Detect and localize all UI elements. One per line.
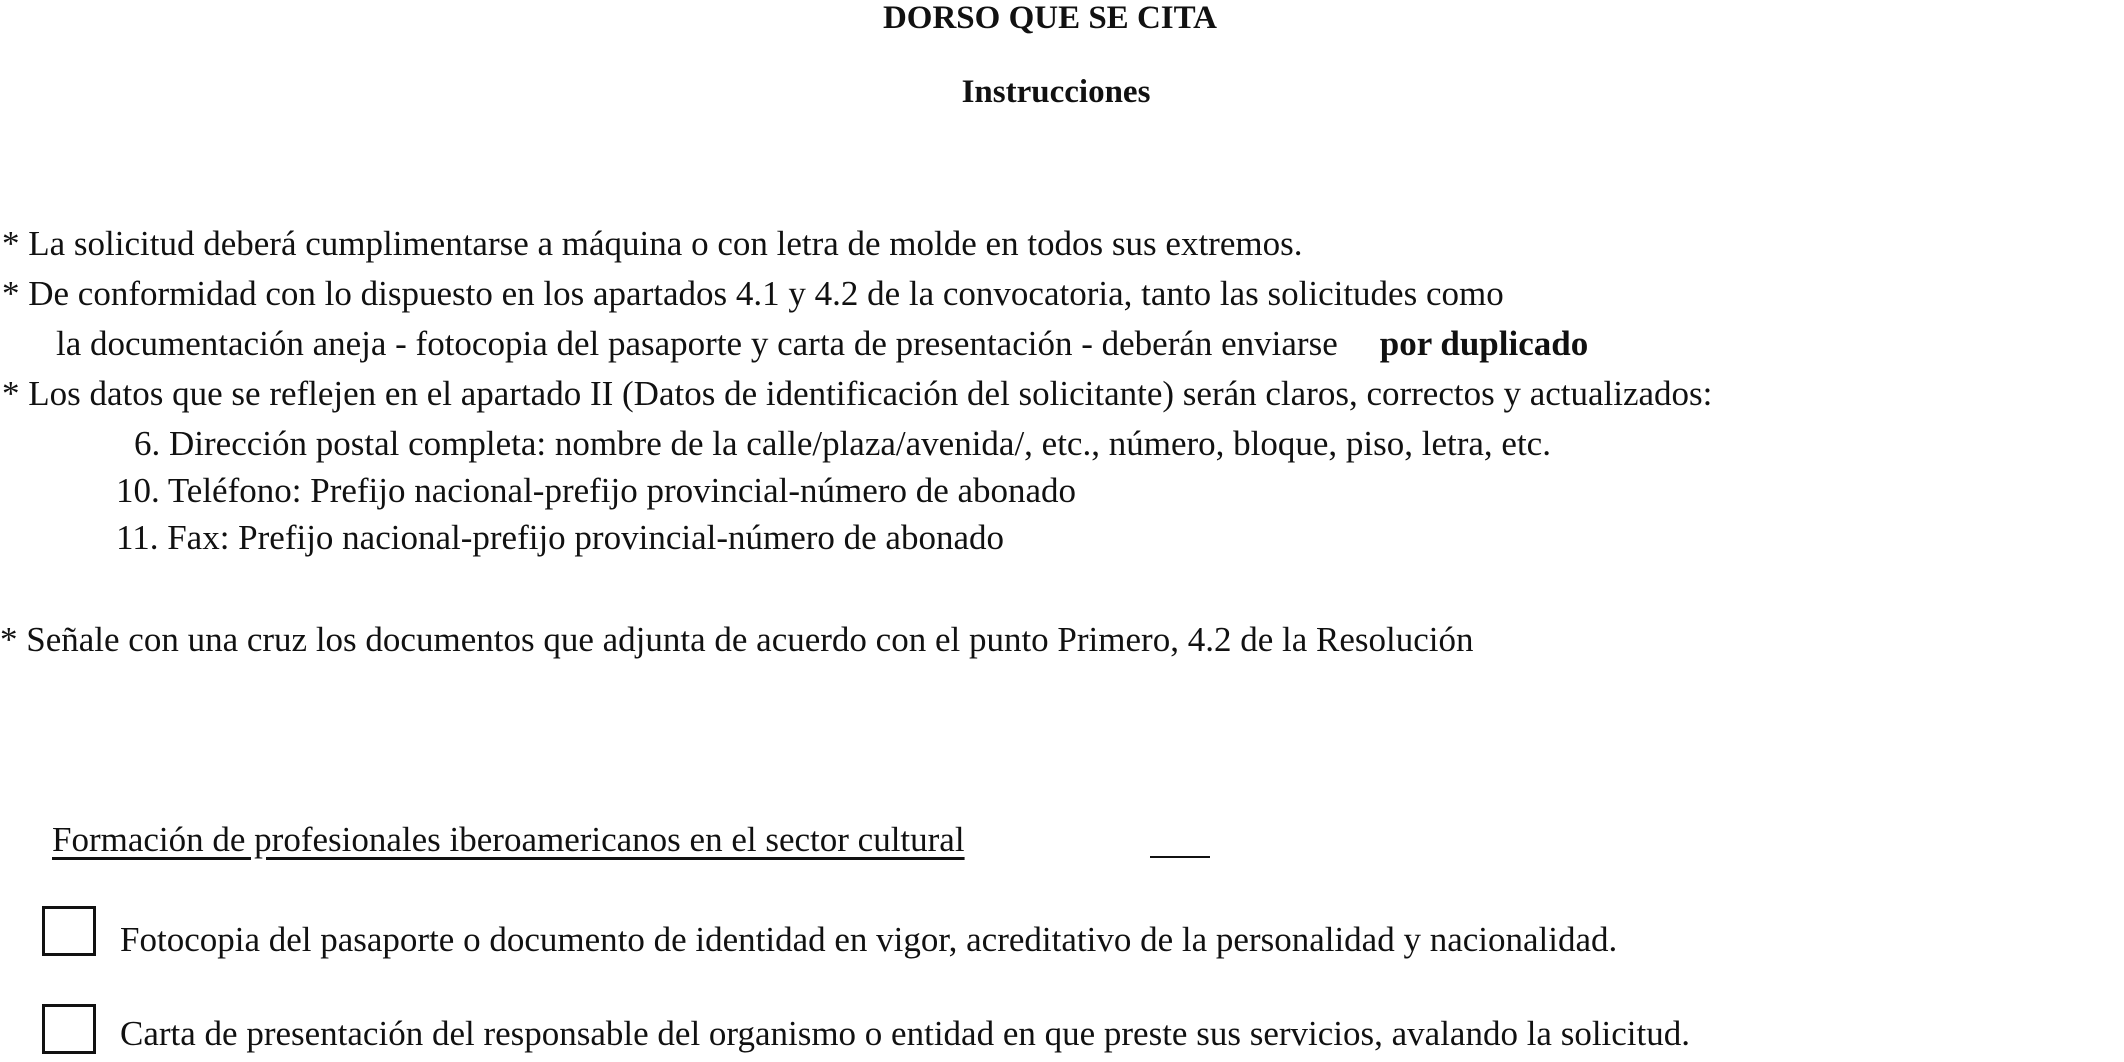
- sub-item-fax: 11. Fax: Prefijo nacional-prefijo provincial-número de abonado: [116, 518, 1005, 557]
- sub-item-phone: 10. Teléfono: Prefijo nacional-prefijo provincial-número de abonado: [116, 471, 1077, 510]
- checkbox-passport-copy[interactable]: [42, 906, 96, 956]
- checkbox-label-presentation-letter: Carta de presentación del responsable del organismo o entidad en que preste sus servicios, avalando la solicitud.: [120, 1014, 1691, 1053]
- instruction-item-4: * Señale con una cruz los documentos que adjunta de acuerdo con el punto Primero, 4.2 de la Resolución: [0, 620, 1474, 659]
- checkbox-label-passport-copy: Fotocopia del pasaporte o documento de identidad en vigor, acreditativo de la personalidad y nacionalidad.: [120, 920, 1618, 959]
- section-title-underline-extension: [1150, 856, 1210, 858]
- document-subtitle: Instrucciones: [961, 74, 1151, 110]
- instruction-item-2-line-1: * De conformidad con lo dispuesto en los apartados 4.1 y 4.2 de la convocatoria, tanto las solicitudes como: [2, 274, 1504, 313]
- sub-item-address: 6. Dirección postal completa: nombre de la calle/plaza/avenida/, etc., número, bloque, piso, letra, etc.: [134, 424, 1551, 463]
- document-title: DORSO QUE SE CITA: [882, 0, 1218, 36]
- section-title: Formación de profesionales iberoamericanos en el sector cultural: [52, 820, 965, 859]
- checkbox-presentation-letter[interactable]: [42, 1004, 96, 1054]
- instruction-item-1: * La solicitud deberá cumplimentarse a máquina o con letra de molde en todos sus extremos.: [2, 224, 1303, 263]
- instruction-emphasis: por duplicado: [1379, 324, 1589, 363]
- instruction-item-2-line-2: [56, 326, 1588, 361]
- instruction-item-2-text: la documentación aneja - fotocopia del pasaporte y carta de presentación - deberán enviarse: [56, 324, 1338, 363]
- instruction-item-3: * Los datos que se reflejen en el apartado II (Datos de identificación del solicitante) serán claros, correctos y actualizados:: [2, 374, 1713, 413]
